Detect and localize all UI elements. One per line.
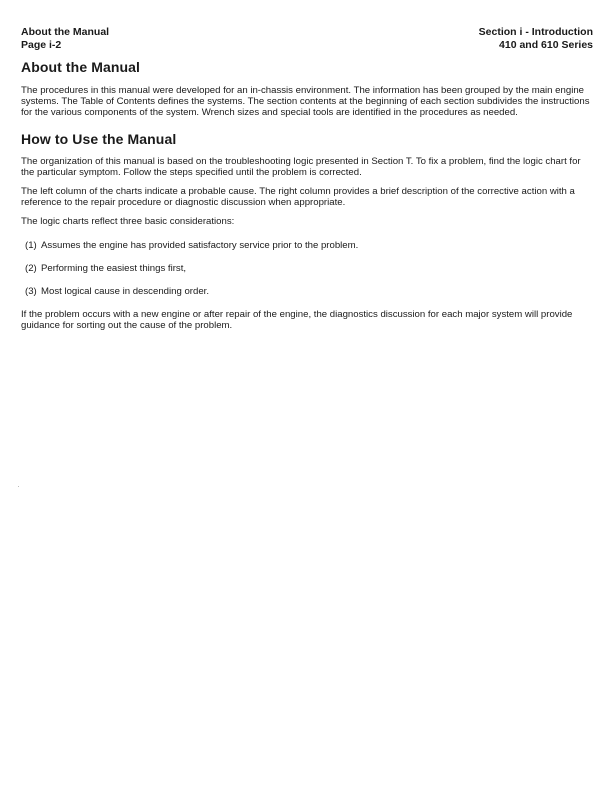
list-item [25,286,593,297]
header-right [479,26,593,52]
how-to-use-paragraph-4: If the problem occurs with a new engine or after repair of the engine, the diagnostics discussion for each major system will provide guidance for sorting out the cause of the problem. [21,309,573,332]
considerations-list [21,240,593,298]
list-item-number: (1) [25,239,37,251]
list-item-text: Most logical cause in descending order. [41,286,209,298]
about-paragraph: The procedures in this manual were developed for an in-chassis environment. The information has been grouped by the main engine systems. The Table of Contents defines the systems. The section contents at the beginning of each section subdivides the instructions for the various components of the system. Wrench sizes and special tools are identified in the procedures as needed. [21,85,590,119]
list-item-number: (3) [25,286,37,298]
list-item-number: (2) [25,262,37,274]
list-item-text: Performing the easiest things first, [41,262,187,274]
section-label: Section i - Introduction [478,26,593,38]
page-header [21,26,593,52]
page-number: Page i-2 [21,39,62,51]
how-to-use-paragraph-2: The left column of the charts indicate a probable cause. The right column provides a brief description of the corrective action with a reference to the repair procedure or diagnostic discussion when appropriate. [21,186,575,209]
scan-speck [18,486,19,487]
how-to-use-paragraph-1: The organization of this manual is based on the troubleshooting logic presented in Section T. To fix a problem, find the logic chart for the particular symptom. Follow the steps specified until the problem is corrected. [21,155,581,178]
header-title: About the Manual [21,26,110,38]
how-to-use-heading: How to Use the Manual [21,130,177,147]
list-item [25,240,593,251]
list-item-text: Assumes the engine has provided satisfactory service prior to the problem. [41,239,359,251]
series-label: 410 and 610 Series [499,39,593,51]
manual-page [21,26,593,332]
about-heading: About the Manual [21,59,141,75]
header-left [21,26,109,52]
list-item [25,263,593,274]
how-to-use-paragraph-3: The logic charts reflect three basic considerations: [21,216,235,228]
